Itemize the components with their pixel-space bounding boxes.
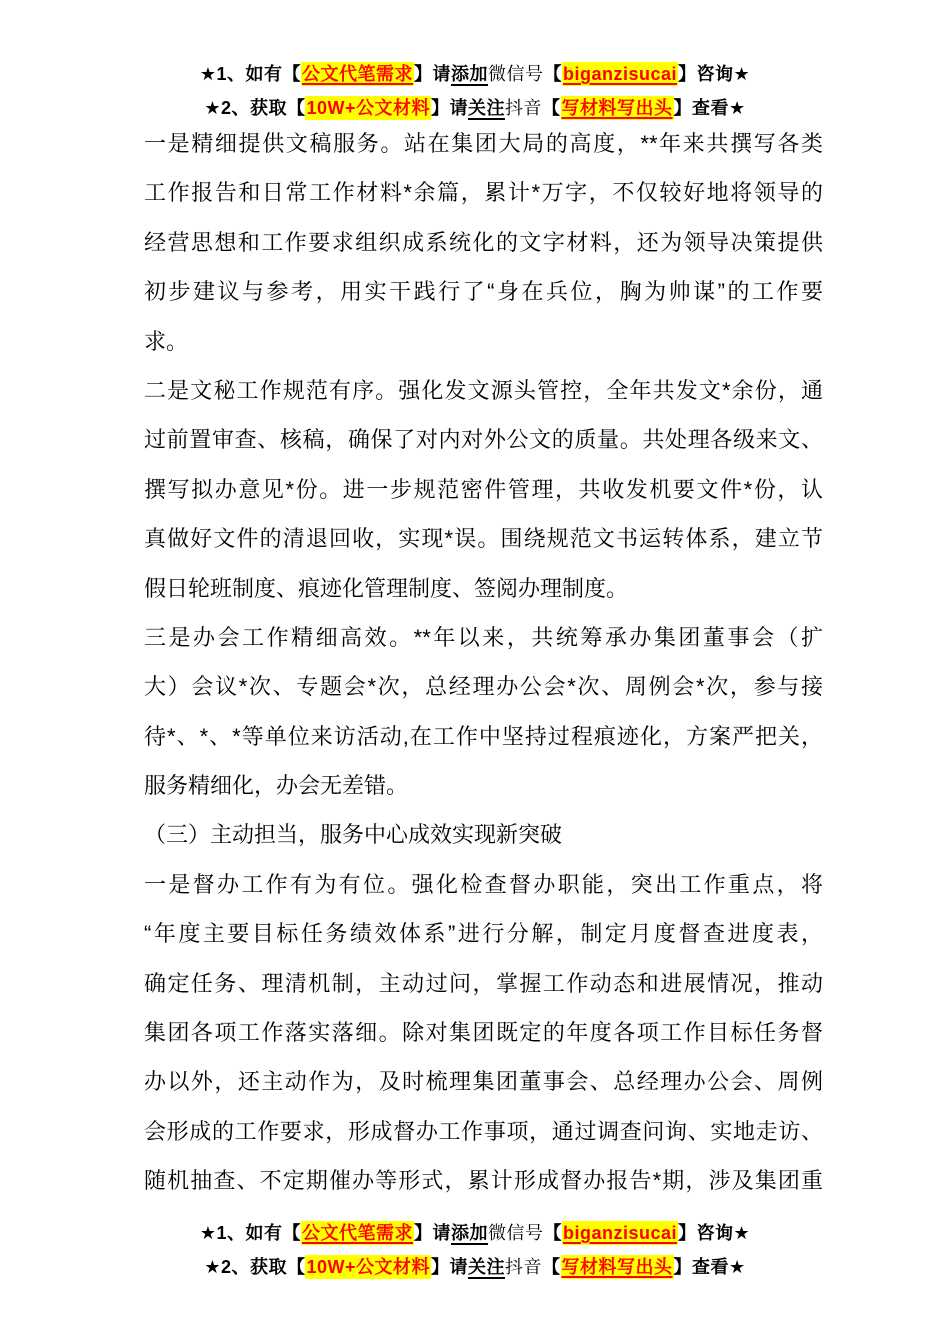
paragraph-duban-work (144, 860, 823, 1206)
document-line: 办以外，还主动作为，及时梳理集团董事会、总经理办公会、周例 (144, 1069, 823, 1095)
paragraph-wengao-service (144, 119, 823, 366)
document-line: 初步建议与参考，用实干践行了“身在兵位，胸为帅谋”的工作要 (144, 279, 823, 305)
document-line: 集团各项工作落实落细。除对集团既定的年度各项工作目标任务督 (144, 1020, 823, 1046)
document-line: 会形成的工作要求，形成督办工作事项，通过调查问询、实地走访、 (144, 1118, 823, 1144)
promo1-wechat-label: 微信号 (487, 64, 544, 84)
document-line: 一是精细提供文稿服务。站在集团大局的高度，**年来共撰写各类 (144, 131, 823, 156)
promo2-follow-action: 关注 (468, 98, 506, 118)
document-line: 随机抽查、不定期催办等形式，累计形成督办报告*期，涉及集团重 (144, 1168, 823, 1194)
promo2-douyin-label: 抖音 (505, 1257, 543, 1277)
promo1-wechat-id: biganzisucai (562, 64, 678, 84)
document-line: 确定任务、理清机制，主动过问，掌握工作动态和进展情况，推动 (144, 970, 823, 996)
promo1-open-bracket: 【 (543, 1223, 562, 1243)
document-line: 工作报告和日常工作材料*余篇，累计*万字，不仅较好地将领导的 (144, 180, 823, 206)
promo1-add-action: 添加 (450, 1223, 488, 1243)
document-line: 三是办会工作精细高效。**年以来，共统筹承办集团董事会（扩 (144, 624, 823, 650)
promo2-highlight-material-phrase: 10W+公文材料 (306, 98, 431, 118)
promo2-prefix: ★2、获取【 (204, 98, 306, 118)
section-heading-three (144, 810, 823, 859)
promo2-prefix: ★2、获取【 (204, 1257, 306, 1277)
document-line: 待*、*、*等单位来访活动,在工作中坚持过程痕迹化，方案严把关， (144, 723, 823, 749)
promo-line-2 (0, 1250, 950, 1284)
promo-line-1 (0, 57, 950, 91)
document-line: 一是督办工作有为有位。强化检查督办职能，突出工作重点，将 (144, 871, 823, 897)
promo1-bracket-qing: 】请 (413, 1223, 451, 1243)
promo1-bracket-qing: 】请 (413, 64, 451, 84)
document-line: 撰写拟办意见*份。进一步规范密件管理，共收发机要文件*份，认 (144, 476, 823, 502)
promo2-bracket-qing: 】请 (431, 1257, 469, 1277)
promo1-highlight-service-phrase: 公文代笔需求 (301, 1223, 413, 1243)
promo1-open-bracket: 【 (543, 64, 562, 84)
section-heading-text: （三）主动担当，服务中心成效实现新突破 (144, 822, 563, 848)
promo2-douyin-name: 写材料写出头 (561, 1257, 673, 1277)
header-promo (0, 57, 950, 125)
footer-promo (0, 1216, 950, 1284)
promo1-add-action: 添加 (450, 64, 488, 84)
promo2-suffix: 】查看★ (673, 1257, 746, 1277)
document-body (144, 119, 823, 1206)
promo2-open-bracket: 【 (542, 1257, 561, 1277)
promo1-highlight-service-phrase: 公文代笔需求 (301, 64, 413, 84)
paragraph-wenmi-work (144, 366, 823, 613)
document-line: 过前置审查、核稿，确保了对内对外公文的质量。共处理各级来文、 (144, 427, 823, 453)
promo-line-1 (0, 1216, 950, 1250)
promo2-douyin-name: 写材料写出头 (561, 98, 673, 118)
promo2-open-bracket: 【 (542, 98, 561, 118)
document-line: 大）会议*次、专题会*次，总经理办公会*次、周例会*次，参与接 (144, 674, 823, 700)
promo2-follow-action: 关注 (468, 1257, 506, 1277)
promo2-suffix: 】查看★ (673, 98, 746, 118)
promo1-suffix: 】咨询★ (678, 64, 751, 84)
promo2-highlight-material-phrase: 10W+公文材料 (306, 1257, 431, 1277)
paragraph-banhui-work (144, 613, 823, 811)
promo1-suffix: 】咨询★ (678, 1223, 751, 1243)
promo2-douyin-label: 抖音 (505, 98, 543, 118)
promo1-wechat-label: 微信号 (487, 1223, 544, 1243)
document-line: 假日轮班制度、痕迹化管理制度、签阅办理制度。 (144, 575, 629, 601)
document-line: 经营思想和工作要求组织成系统化的文字材料，还为领导决策提供 (144, 229, 823, 255)
promo1-wechat-id: biganzisucai (562, 1223, 678, 1243)
document-line: “年度主要目标任务绩效体系”进行分解，制定月度督查进度表， (144, 921, 823, 947)
promo2-bracket-qing: 】请 (431, 98, 469, 118)
promo1-prefix: ★1、如有【 (199, 64, 301, 84)
document-line: 真做好文件的清退回收，实现*误。围绕规范文书运转体系，建立节 (144, 526, 823, 552)
promo1-prefix: ★1、如有【 (199, 1223, 301, 1243)
document-line: 二是文秘工作规范有序。强化发文源头管控，全年共发文*余份，通 (144, 377, 823, 403)
document-line: 服务精细化，办会无差错。 (144, 773, 409, 799)
document-line: 求。 (144, 328, 189, 354)
